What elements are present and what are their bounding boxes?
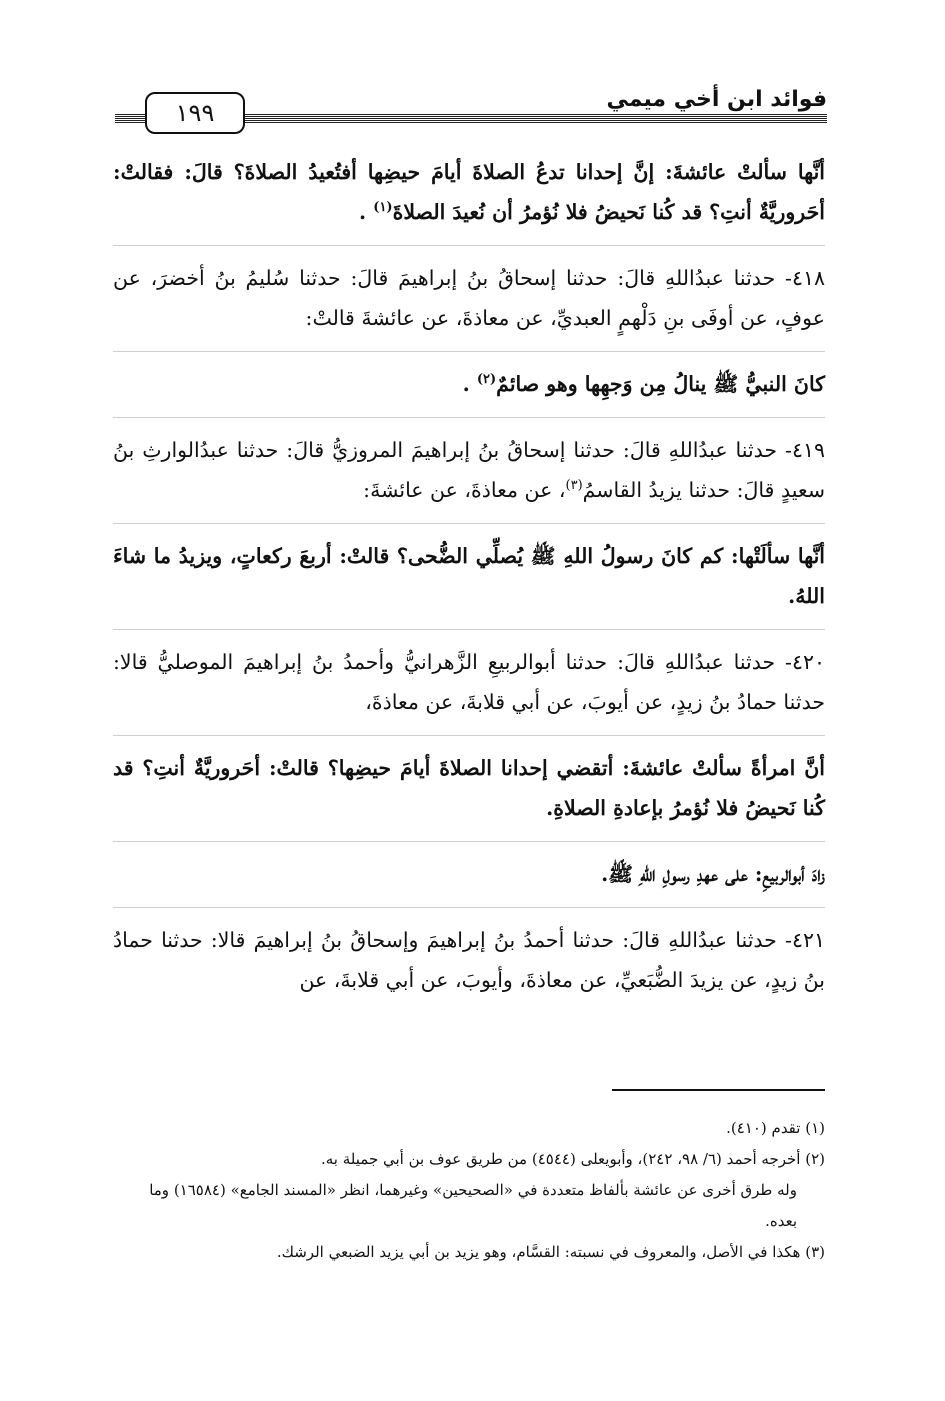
separator: [113, 351, 825, 352]
paragraph-isnad: ٤٢١- حدثنا عبدُاللهِ قالَ: حدثنا أحمدُ بنُ إبراهيمَ وإسحاقُ بنُ إبراهيمَ قالا: حدثنا حمادُ بنُ زيدٍ، عن يزيدَ الضُّبَعيِّ، عن معاذةَ، وأيوبَ، عن أبي قلابةَ، عن: [113, 928, 825, 992]
paragraph-matn: أنَّها سألَتْها: كم كانَ رسولُ اللهِ ﷺ يُصلِّي الضُّحى؟ قالتْ: أربعَ ركعاتٍ، ويزيدُ ما شاءَ اللهُ.: [113, 544, 825, 608]
footnote-1: (١) تقدم (٤١٠).: [726, 1119, 825, 1137]
separator: [113, 629, 825, 630]
paragraph-isnad: ٤١٨- حدثنا عبدُاللهِ قالَ: حدثنا إسحاقُ بنُ إبراهيمَ قالَ: حدثنا سُليمُ بنُ أخضرَ، عن عوفٍ، عن أوفَى بنِ دَلْهمٍ العبديِّ، عن معاذةَ، عن عائشةَ قالتْ:: [113, 266, 825, 330]
separator: [113, 907, 825, 908]
separator: [113, 245, 825, 246]
paragraph-isnad: ٤١٩- حدثنا عبدُاللهِ قالَ: حدثنا إسحاقُ بنُ إبراهيمَ المروزيُّ قالَ: حدثنا عبدُالوارثِ بنُ سعيدٍ قالَ: حدثنا يزيدُ القاسمُ$^{(٣)}$، عن معاذةَ، عن عائشةَ:: [113, 438, 825, 502]
paragraph-matn: أنَّها سألتْ عائشةَ: إنَّ إحدانا تدعُ الصلاةَ أيامَ حيضِها أفتُعيدُ الصلاةَ؟ قالَ: فقالتْ: أحَروريَّةٌ أنتِ؟ قد كُنا نَحيضُ فلا نُؤمرُ أن نُعيدَ الصلاةَ$^{(١)}$ .: [113, 160, 825, 224]
footnote-ref: (٣): [565, 478, 583, 494]
footnote-rule: [612, 1089, 825, 1091]
main-text: [113, 152, 825, 1000]
footnote-3: (٣) هكذا في الأصل، والمعروف في نسبته: القسَّام، وهو يزيد بن أبي يزيد الضبعي الرشك.: [276, 1243, 825, 1261]
separator: [113, 735, 825, 736]
footnote-2-continued: وله طرق أخرى عن عائشة بألفاظ متعددة في «الصحيحين» وغيرهما، انظر «المسند الجامع» (١٦٥٨٤) وما بعده.: [149, 1181, 797, 1230]
paragraph-isnad: ٤٢٠- حدثنا عبدُاللهِ قالَ: حدثنا أبوالربيعِ الزَّهرانيُّ وأحمدُ بنُ إبراهيمَ الموصليُّ قالا: حدثنا حمادُ بنُ زيدٍ، عن أيوبَ، عن أبي قلابةَ، عن معاذةَ،: [113, 650, 825, 714]
page-header: [115, 88, 827, 138]
book-title: فوائد ابن أخي ميمي: [596, 88, 827, 112]
paragraph-matn: كانَ النبيُّ ﷺ ينالُ مِن وَجهِها وهو صائمٌ$^{(٢)}$ .: [462, 372, 825, 396]
separator: [113, 841, 825, 842]
separator: [113, 523, 825, 524]
footnote-ref: (١): [373, 200, 393, 216]
page-number: ١٩٩: [145, 92, 245, 134]
footnote-2: (٢) أخرجه أحمد (٦/ ٩٨، ٢٤٢)، وأبويعلى (٤٥٤٤) من طريق عوف بن أبي جميلة به.: [320, 1150, 825, 1168]
footnotes: [113, 1113, 825, 1268]
paragraph-matn: أنَّ امرأةً سألتْ عائشةَ: أتقضي إحدانا الصلاةَ أيامَ حيضِها؟ قالتْ: أحَروريَّةٌ أنتِ؟ قد كُنا نَحيضُ فلا نُؤمرُ بإعادةِ الصلاةِ.: [113, 756, 825, 820]
separator: [113, 417, 825, 418]
paragraph-matn: زادَ أبوالربيعِ: على عهدِ رسولِ اللهِ ﷺ.: [601, 862, 825, 886]
footnote-ref: (٢): [476, 372, 497, 388]
